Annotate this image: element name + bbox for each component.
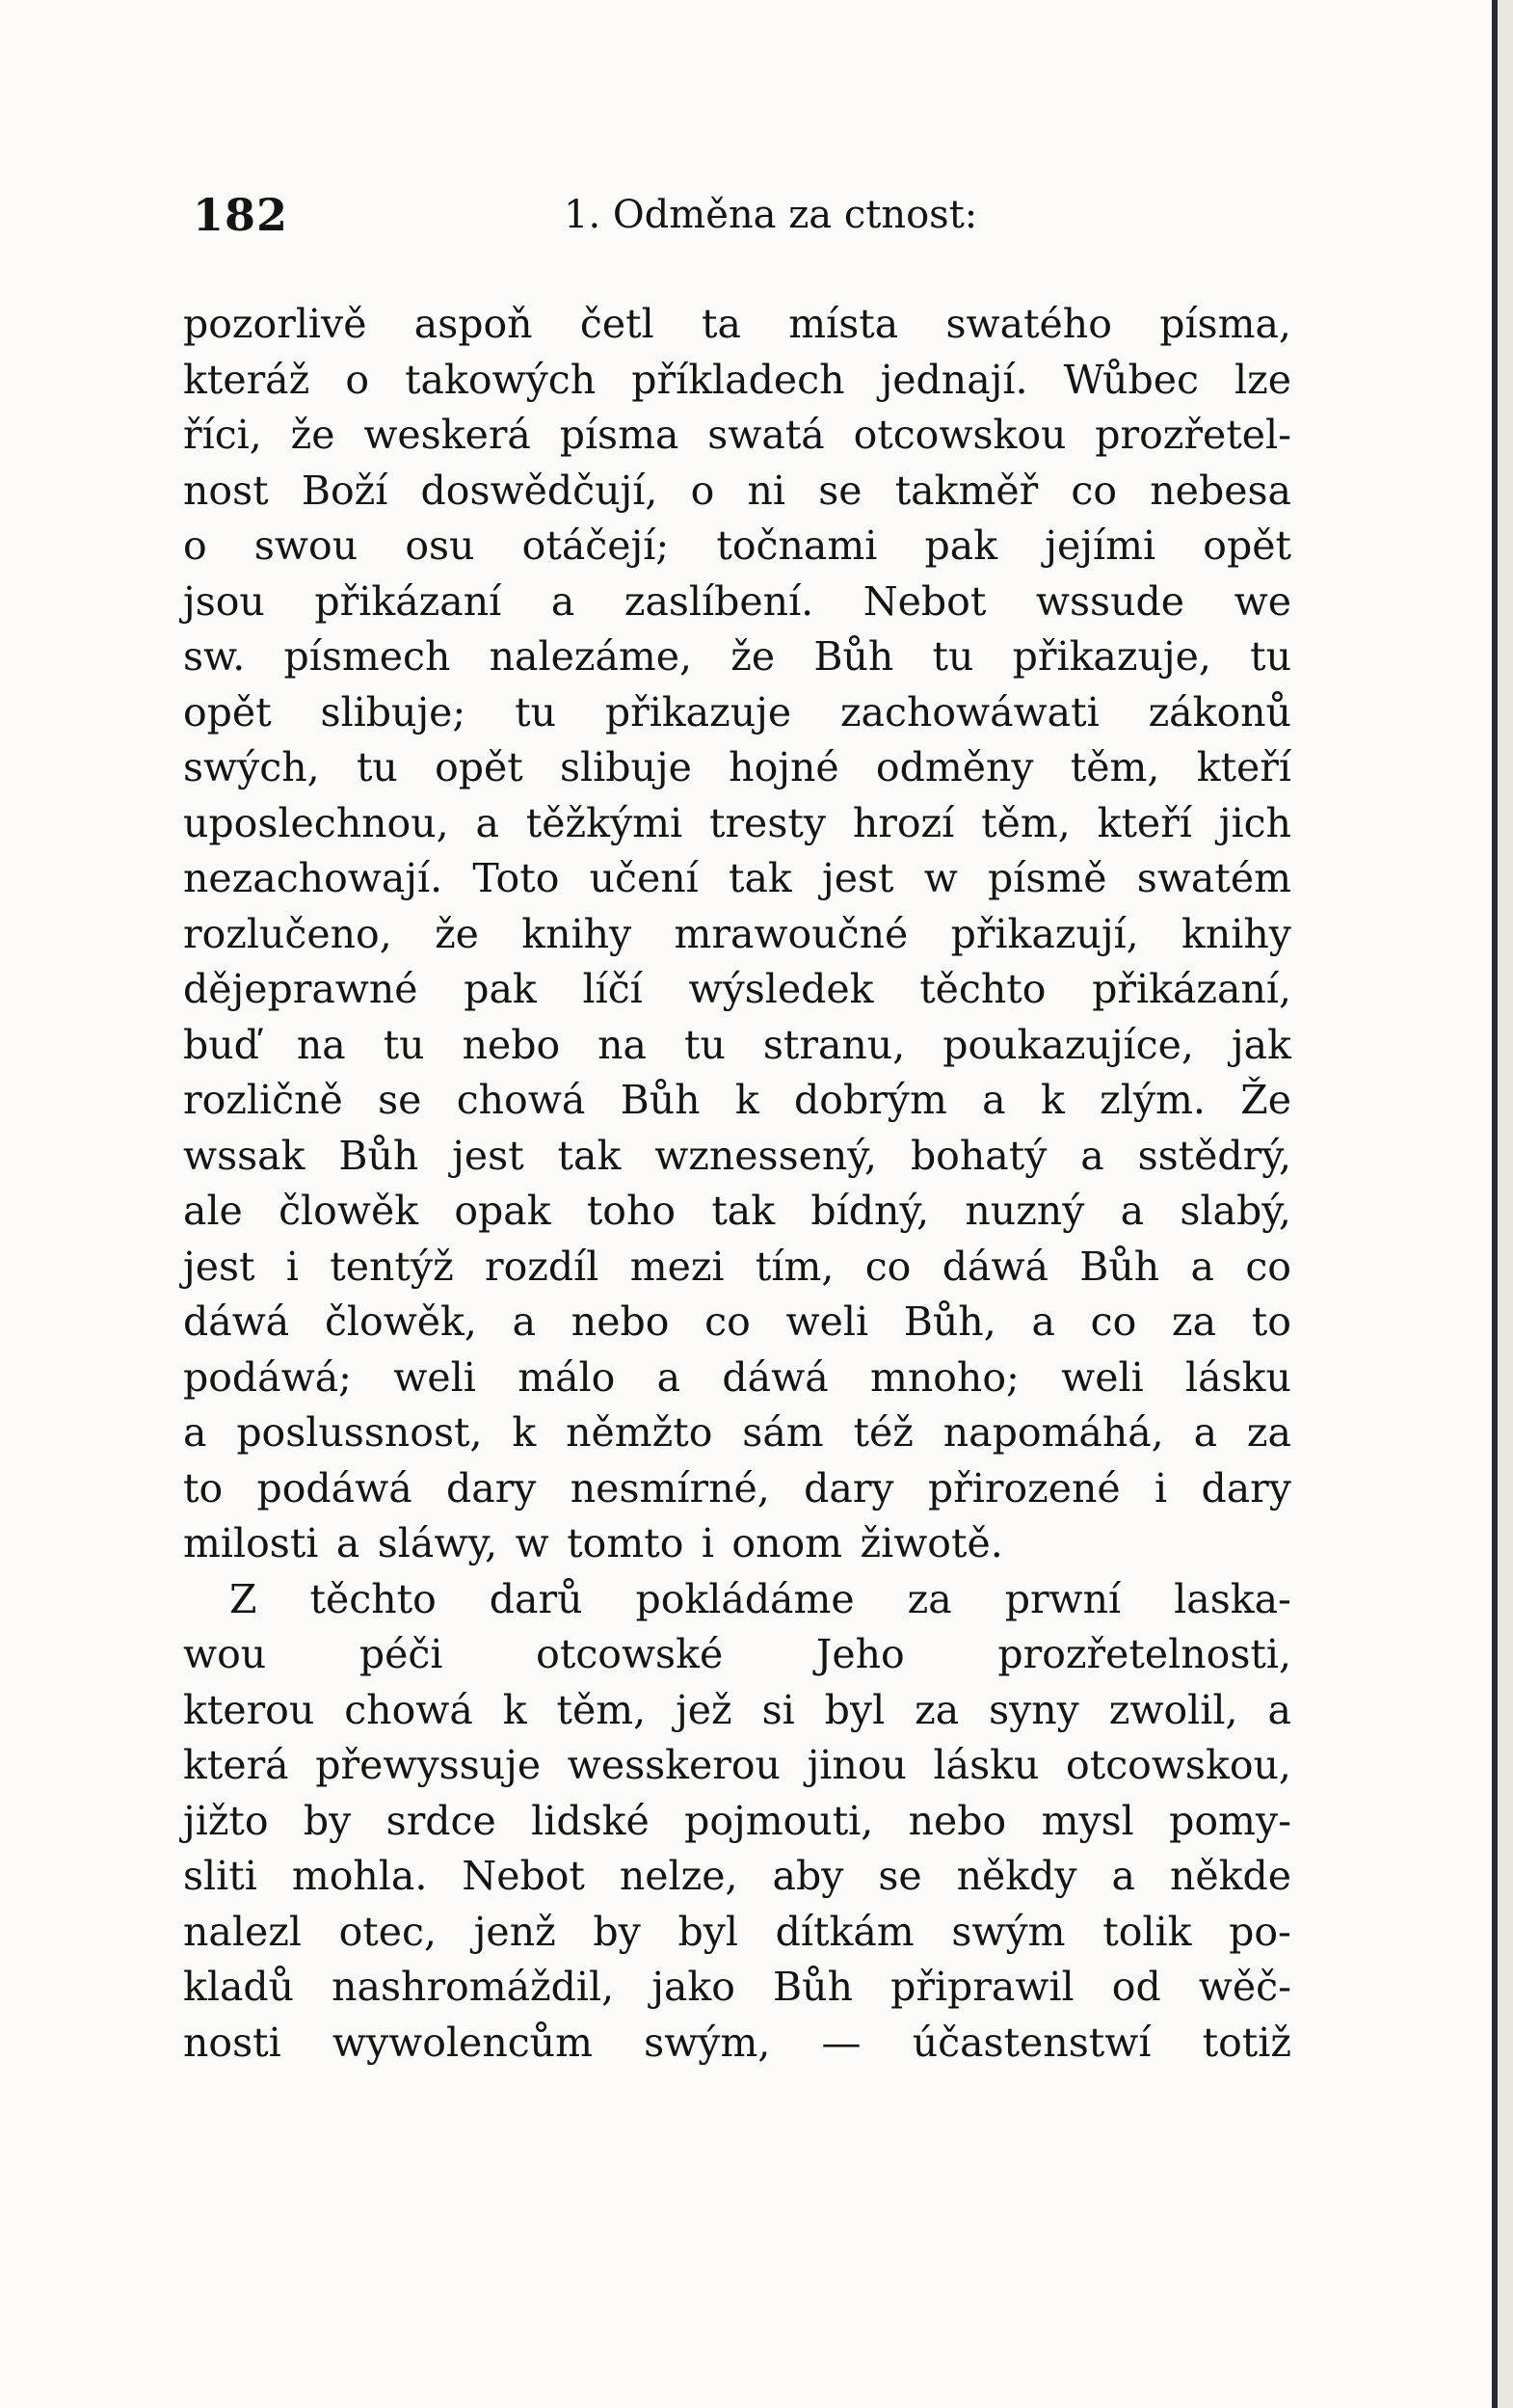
word: swých, (183, 744, 320, 790)
word: lidské (531, 1797, 650, 1844)
word: jednají. (880, 356, 1028, 403)
word: někdy (956, 1853, 1077, 1899)
word: tu (356, 744, 398, 790)
word: jako (651, 1964, 735, 2010)
word: těžkými (525, 799, 683, 846)
word: dobrým (794, 1077, 947, 1123)
word: a (183, 1409, 207, 1456)
word: pak (924, 522, 998, 569)
text-line (183, 1905, 1291, 1961)
word: slibuje; (320, 688, 466, 736)
word: slibuje (560, 744, 692, 790)
word: Z (229, 1575, 257, 1622)
word: někde (1169, 1853, 1291, 1899)
text-line (183, 962, 1291, 1018)
word: že (435, 910, 479, 957)
word: tím, (755, 1243, 835, 1290)
word: přikazuje (604, 688, 792, 736)
word: místa (788, 301, 899, 347)
word: a (512, 1298, 537, 1345)
word: sliti (183, 1853, 257, 1899)
word: k (512, 1409, 537, 1456)
word: za (907, 1575, 952, 1622)
word: a (982, 1077, 1006, 1123)
word: slabý, (1180, 1188, 1291, 1234)
page-edge-shade (1498, 0, 1513, 2408)
word: sw. (183, 633, 246, 680)
word: si (761, 1686, 795, 1733)
word: jinou (807, 1742, 907, 1788)
word: swým (951, 1908, 1066, 1955)
word: laska- (1174, 1575, 1291, 1622)
word: tu (683, 1021, 726, 1068)
word: totiž (1202, 2019, 1291, 2066)
word: člowěk, (324, 1298, 477, 1345)
word: péči (358, 1631, 443, 1677)
word: syny (989, 1686, 1079, 1733)
word: dary (1201, 1464, 1291, 1512)
word: milosti (183, 1520, 319, 1566)
word: Že (1240, 1077, 1291, 1123)
word: osu (405, 522, 475, 569)
word: mohla. (291, 1853, 428, 1899)
word: nebo (908, 1797, 1007, 1844)
text-line (183, 2016, 1291, 2072)
word: a (1080, 1132, 1104, 1179)
word: o (690, 467, 715, 514)
word: prozřetel- (1095, 412, 1291, 458)
word: po- (1229, 1908, 1291, 1955)
word: tak (729, 855, 792, 901)
word: že (730, 633, 776, 680)
word: dítkám (775, 1908, 915, 1955)
word: wěč- (1198, 1964, 1291, 2010)
word: otcowskou, (1066, 1742, 1291, 1788)
word: otcowskou (853, 412, 1067, 458)
word: kteří (1196, 744, 1291, 790)
body-text (183, 297, 1291, 2071)
text-line (183, 1516, 1291, 1572)
text-line (183, 575, 1291, 630)
word: mezi (629, 1243, 725, 1290)
word: swým, (644, 2019, 771, 2066)
word: nuzný (965, 1188, 1085, 1234)
word: lásku (1185, 1353, 1291, 1401)
word: tresty (708, 799, 827, 846)
text-line (183, 1295, 1291, 1351)
word: to (1251, 1298, 1291, 1345)
word: mrawoučné (674, 910, 909, 957)
word: i (285, 1243, 299, 1290)
word: sstědrý, (1137, 1132, 1291, 1179)
word: za (915, 1686, 960, 1733)
word: bohatý (910, 1132, 1048, 1179)
word: tomto (567, 1520, 684, 1566)
text-line (183, 1351, 1291, 1406)
word: tu (383, 1021, 425, 1068)
word: prozřetelnosti, (997, 1631, 1291, 1677)
word: přikázaní (314, 577, 502, 625)
word: opět (1203, 522, 1291, 569)
word: se (818, 467, 863, 514)
word: kteří (1097, 799, 1192, 846)
word: líčí (582, 966, 643, 1012)
word: darů (489, 1575, 583, 1622)
word: toho (586, 1188, 677, 1234)
word: tak (711, 1188, 776, 1234)
word: nalezl (183, 1908, 302, 1955)
word: opak (454, 1188, 551, 1234)
word: Toto (472, 855, 560, 901)
word: dějeprawné (183, 966, 418, 1012)
word: opět (183, 688, 272, 736)
word: i (701, 1520, 714, 1566)
word: poukazujíce, (942, 1021, 1194, 1068)
word: Nebot (462, 1853, 585, 1899)
word: swatého (945, 301, 1112, 347)
word: za (1246, 1409, 1291, 1456)
word: rozlučeno, (183, 910, 392, 957)
word: w (515, 1520, 549, 1566)
text-line (183, 1240, 1291, 1296)
word: a (550, 577, 575, 625)
word: účastenstwí (912, 2019, 1152, 2066)
word: točnami (716, 522, 878, 569)
word: Bůh (773, 1964, 853, 2010)
word: o (183, 522, 207, 569)
word: kladů (183, 1964, 295, 2010)
word: otáčejí; (521, 522, 670, 569)
word: prwní (1004, 1575, 1122, 1622)
word: málo (518, 1353, 616, 1401)
word: zwolil, (1108, 1686, 1238, 1733)
word: dáwá (942, 1243, 1048, 1290)
text-line (183, 1572, 1291, 1628)
word: co (864, 1243, 912, 1290)
word: onom (731, 1520, 843, 1566)
word: nosti (183, 2019, 281, 2066)
word: Bůh (813, 633, 894, 680)
word: němžto (566, 1409, 713, 1456)
word: chowá (344, 1686, 473, 1733)
word: chowá (456, 1077, 586, 1123)
word: a (1120, 1188, 1145, 1234)
word: co (704, 1298, 751, 1345)
word: zachowáwati (839, 688, 1100, 736)
word: jest (452, 1132, 524, 1179)
word: člowěk (279, 1188, 419, 1234)
word: četl (579, 301, 654, 347)
word: weli (393, 1353, 476, 1401)
word: od (1111, 1964, 1161, 2010)
word: byl (824, 1686, 886, 1733)
word: swou (253, 522, 358, 569)
word: sláwy, (377, 1520, 498, 1566)
word: sám (742, 1409, 824, 1456)
word: rozdíl (485, 1243, 599, 1290)
word: tolik (1102, 1908, 1192, 1955)
word: jsou (183, 577, 265, 625)
word: nebesa (1150, 467, 1291, 514)
word: těm, (556, 1686, 647, 1733)
word: Nebot (863, 577, 987, 625)
word: podáwá; (183, 1353, 352, 1401)
word: nashromáždil, (332, 1964, 615, 2010)
word: byl (677, 1908, 738, 1955)
word: otec, (338, 1908, 438, 1955)
word: doswědčují, (420, 467, 658, 514)
text-line (183, 408, 1291, 464)
word: by (303, 1797, 352, 1844)
word: se (378, 1077, 422, 1123)
word: mnoho; (869, 1353, 1020, 1401)
word: pak (464, 966, 537, 1012)
running-head: 1. Odměna za ctnost: (564, 193, 978, 237)
word: ni (747, 467, 785, 514)
word: a (475, 799, 499, 846)
text-line (183, 629, 1291, 685)
word: to (183, 1464, 224, 1512)
text-line (183, 907, 1291, 963)
word: tu (932, 633, 974, 680)
word: rozličně (183, 1077, 343, 1123)
word: nezachowají. (183, 855, 443, 901)
word: písma (559, 412, 679, 458)
word: co (1071, 467, 1118, 514)
text-line (183, 519, 1291, 575)
text-line (183, 1018, 1291, 1074)
word: a (1267, 1686, 1291, 1733)
word: opět (435, 744, 523, 790)
text-line (183, 464, 1291, 520)
word: k (1040, 1077, 1065, 1123)
word: swatém (1136, 855, 1291, 901)
word: kteráž (183, 356, 310, 403)
word: zákonů (1148, 688, 1291, 736)
word: kterou (183, 1686, 315, 1733)
word: napomáhá, (942, 1409, 1164, 1456)
word: — (821, 2019, 862, 2066)
text-line (183, 1129, 1291, 1185)
text-line (183, 353, 1291, 409)
word: jest (821, 855, 894, 901)
word: k (734, 1077, 759, 1123)
text-line (183, 1627, 1291, 1683)
word: přewyssuje (315, 1742, 542, 1788)
word: a (335, 1520, 360, 1566)
word: srdce (385, 1797, 496, 1844)
word: přikazují, (950, 910, 1139, 957)
text-line (183, 1405, 1291, 1461)
word: Boží (301, 467, 388, 514)
word: a (1193, 1409, 1218, 1456)
word: Wůbec (1063, 356, 1199, 403)
word: která (183, 1742, 289, 1788)
word: Bůh (620, 1077, 701, 1123)
word: nebo (571, 1298, 670, 1345)
word: jak (1231, 1021, 1291, 1068)
word: Jeho (815, 1631, 905, 1677)
page-header (193, 189, 1301, 247)
word: wou (183, 1631, 267, 1677)
word: nost (183, 467, 269, 514)
word: na (296, 1021, 346, 1068)
word: nebo (462, 1021, 561, 1068)
word: i (1155, 1464, 1168, 1512)
word: Bůh (1079, 1243, 1160, 1290)
word: we (1234, 577, 1291, 625)
word: wssude (1035, 577, 1185, 625)
word: dáwá (722, 1353, 829, 1401)
word: takowých (405, 356, 597, 403)
word: pojmouti, (684, 1797, 874, 1844)
word: knihy (1181, 910, 1291, 957)
word: nelze, (619, 1853, 738, 1899)
text-line (183, 1960, 1291, 2016)
word: dary (446, 1464, 537, 1512)
word: tentýž (330, 1243, 454, 1290)
word: připrawil (890, 1964, 1075, 2010)
page-number: 182 (193, 189, 289, 241)
word: jižto (183, 1797, 269, 1844)
word: a (1031, 1298, 1055, 1345)
text-line (183, 1461, 1291, 1517)
word: stranu, (762, 1021, 906, 1068)
word: a (1190, 1243, 1214, 1290)
text-line (183, 685, 1291, 741)
word: ta (702, 301, 741, 347)
text-line (183, 297, 1291, 353)
word: tak (557, 1132, 622, 1179)
word: wesskerou (567, 1742, 781, 1788)
word: swatá (707, 412, 825, 458)
word: jest (183, 1243, 255, 1290)
word: přikázaní, (1092, 966, 1291, 1012)
word: co (1090, 1298, 1137, 1345)
word: lze (1234, 356, 1291, 403)
word: k (502, 1686, 527, 1733)
word: o (345, 356, 369, 403)
word: aspoň (413, 301, 533, 347)
word: se (878, 1853, 922, 1899)
text-line (183, 1794, 1291, 1850)
word: písmech (283, 633, 451, 680)
text-line (183, 1849, 1291, 1905)
word: wssak (183, 1132, 305, 1179)
word: zaslíbení. (624, 577, 814, 625)
word: příkladech (631, 356, 845, 403)
word: jich (1218, 799, 1291, 846)
word: na (597, 1021, 647, 1068)
word: by (593, 1908, 641, 1955)
word: knihy (521, 910, 632, 957)
word: nalezáme, (489, 633, 693, 680)
word: weli (785, 1298, 869, 1345)
word: tu (515, 688, 556, 736)
text-line (183, 1738, 1291, 1794)
text-line (183, 1683, 1291, 1739)
word: buď (183, 1021, 259, 1068)
word: hrozí (852, 799, 955, 846)
word: aby (772, 1853, 844, 1899)
word: dáwá (183, 1298, 290, 1345)
word: přirozené (927, 1464, 1121, 1512)
word: co (1245, 1243, 1291, 1290)
word: wznessený, (654, 1132, 878, 1179)
word: podáwá (256, 1464, 412, 1512)
word: za (1171, 1298, 1217, 1345)
word: říci, (183, 412, 262, 458)
word: wýsledek (688, 966, 874, 1012)
text-line (183, 1184, 1291, 1240)
word: odměny (875, 744, 1034, 790)
word: písma, (1159, 301, 1291, 347)
text-line (183, 1073, 1291, 1129)
word: lásku (933, 1742, 1040, 1788)
word: weli (1061, 1353, 1144, 1401)
word: nesmírné, (570, 1464, 770, 1512)
word: wywolencům (332, 2019, 593, 2066)
word: těm, (1070, 744, 1160, 790)
word: bídný, (810, 1188, 930, 1234)
word: jejími (1045, 522, 1156, 569)
word: jenž (473, 1908, 556, 1955)
word: pozorlivě (183, 301, 367, 347)
word: otcowské (536, 1631, 724, 1677)
word: uposlechnou, (183, 799, 449, 846)
text-line (183, 851, 1291, 907)
word: a (1111, 1853, 1135, 1899)
word: poslussnost, (236, 1409, 483, 1456)
word: žiwotě. (860, 1520, 1003, 1566)
word: pokládáme (635, 1575, 855, 1622)
text-line (183, 796, 1291, 852)
text-line (183, 740, 1291, 796)
word: dary (804, 1464, 894, 1512)
word: zlým. (1100, 1077, 1206, 1123)
word: těchto (919, 966, 1047, 1012)
word: w (923, 855, 958, 901)
word: weskerá (363, 412, 531, 458)
word: přikazuje, (1012, 633, 1211, 680)
word: hojné (729, 744, 839, 790)
word: mysl (1041, 1797, 1134, 1844)
word: pomy- (1169, 1797, 1291, 1844)
word: že (290, 412, 335, 458)
word: ale (183, 1188, 243, 1234)
word: takměř (894, 467, 1039, 514)
word: tu (1250, 633, 1291, 680)
word: učení (589, 855, 699, 901)
word: těchto (309, 1575, 437, 1622)
word: písmě (988, 855, 1107, 901)
word: těm, (981, 799, 1071, 846)
word: Bůh (338, 1132, 419, 1179)
word: jež (676, 1686, 732, 1733)
word: Bůh, (903, 1298, 996, 1345)
word: a (656, 1353, 681, 1401)
word: též (853, 1409, 914, 1456)
